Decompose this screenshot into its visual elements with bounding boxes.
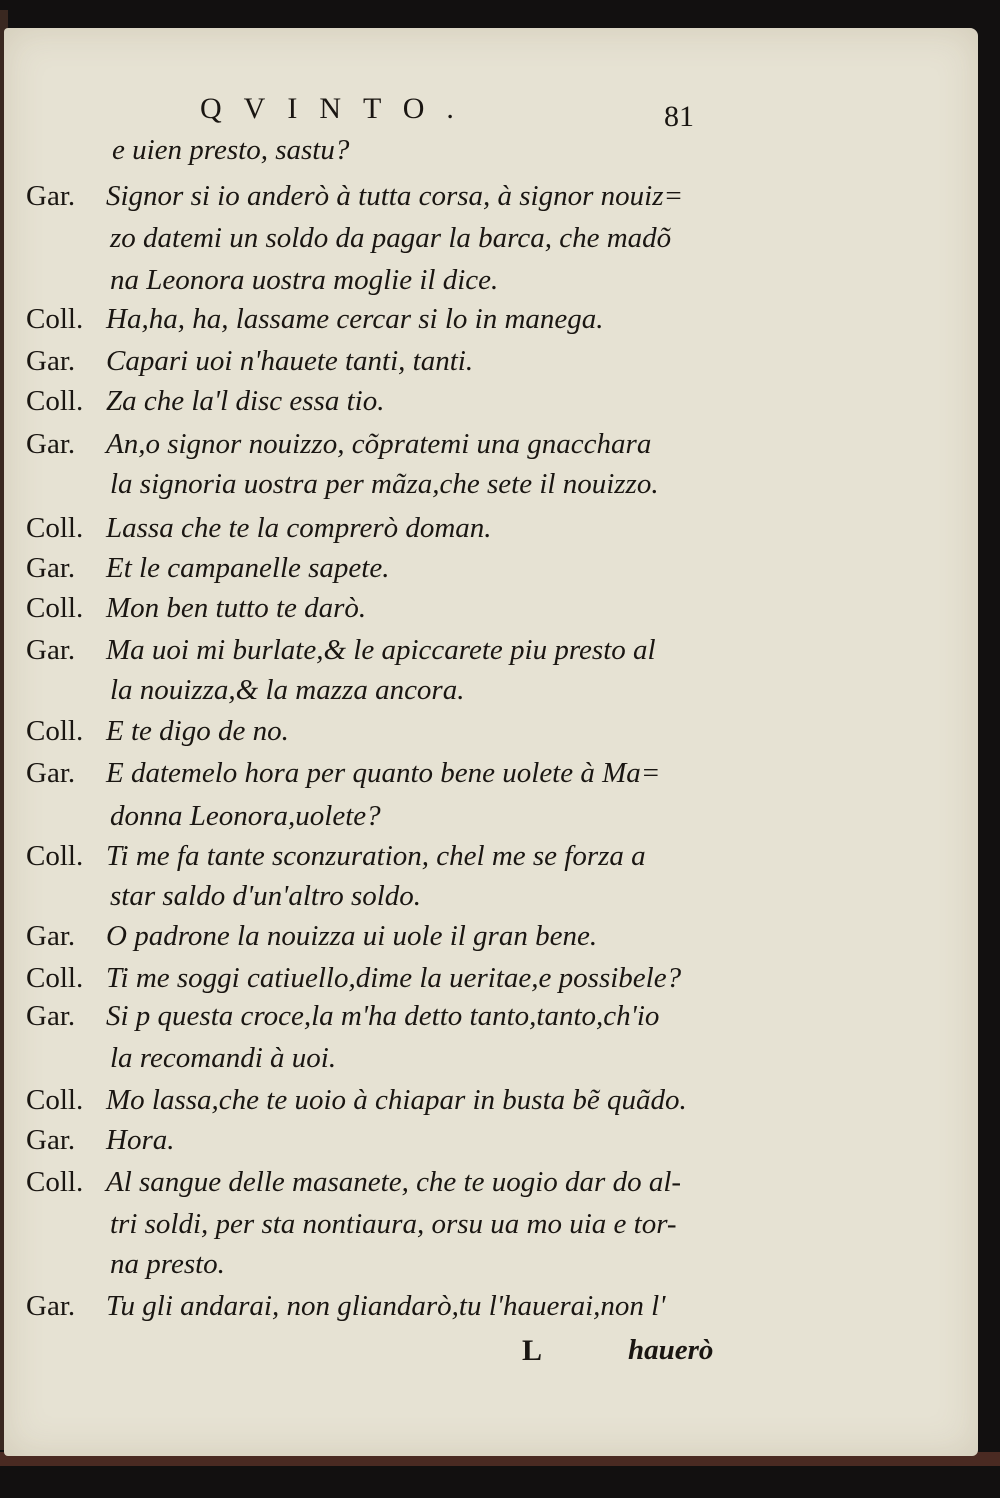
- speaker-label: Gar.: [26, 428, 76, 460]
- speaker-label: Coll.: [26, 592, 84, 624]
- speaker-label: Coll.: [26, 840, 84, 872]
- dialogue-line: la nouizza,& la mazza ancora.: [110, 674, 465, 706]
- dialogue-line: Mon ben tutto te darò.: [106, 592, 367, 624]
- speaker-label: Coll.: [26, 1166, 84, 1198]
- speaker-label: Gar.: [26, 345, 76, 377]
- speaker-label: Coll.: [26, 512, 84, 544]
- running-header: QVINTO.: [200, 92, 476, 125]
- dialogue-line: An,o signor nouizzo, cõpratemi una gnacchara: [106, 428, 652, 460]
- speaker-label: Gar.: [26, 920, 76, 952]
- dialogue-line: donna Leonora,uolete?: [110, 800, 381, 832]
- dialogue-line: Et le campanelle sapete.: [106, 552, 390, 584]
- catchword: hauerò: [628, 1334, 714, 1366]
- dialogue-line: tri soldi, per sta nontiaura, orsu ua mo uia e tor-: [110, 1208, 677, 1240]
- dialogue-line: Hora.: [106, 1124, 175, 1156]
- dialogue-line: Za che la'l disc essa tio.: [106, 385, 385, 417]
- dialogue-line: e uien presto, sastu?: [112, 134, 350, 166]
- dialogue-line: Lassa che te la comprerò doman.: [106, 512, 492, 544]
- dialogue-line: Ti me fa tante sconzuration, chel me se forza a: [106, 840, 646, 872]
- speaker-label: Gar.: [26, 552, 76, 584]
- dialogue-line: Ti me soggi catiuello,dime la ueritae,e possibele?: [106, 962, 682, 994]
- dialogue-line: Capari uoi n'hauete tanti, tanti.: [106, 345, 474, 377]
- speaker-label: Gar.: [26, 180, 76, 212]
- speaker-label: Coll.: [26, 962, 84, 994]
- signature-mark: L: [522, 1334, 543, 1367]
- dialogue-line: Signor si io anderò à tutta corsa, à signor nouiz=: [106, 180, 684, 212]
- speaker-label: Gar.: [26, 757, 76, 789]
- speaker-label: Gar.: [26, 634, 76, 666]
- speaker-label: Coll.: [26, 385, 84, 417]
- dialogue-line: Ha,ha, ha, lassame cercar si lo in manega.: [106, 303, 604, 335]
- speaker-label: Gar.: [26, 1124, 76, 1156]
- speaker-label: Gar.: [26, 1290, 76, 1322]
- dialogue-line: Tu gli andarai, non gliandarò,tu l'hauerai,non l': [106, 1290, 666, 1322]
- speaker-label: Gar.: [26, 1000, 76, 1032]
- dialogue-line: na presto.: [110, 1248, 225, 1280]
- dialogue-line: zo datemi un soldo da pagar la barca, che madõ: [110, 222, 672, 254]
- dialogue-line: Al sangue delle masanete, che te uogio dar do al-: [106, 1166, 682, 1198]
- dialogue-line: Mo lassa,che te uoio à chiapar in busta bẽ quãdo.: [106, 1084, 687, 1116]
- dialogue-line: Si p questa croce,la m'ha detto tanto,tanto,ch'io: [106, 1000, 660, 1032]
- dialogue-line: E datemelo hora per quanto bene uolete à Ma=: [106, 757, 661, 789]
- speaker-label: Coll.: [26, 303, 84, 335]
- dialogue-line: la recomandi à uoi.: [110, 1042, 337, 1074]
- dialogue-line: star saldo d'un'altro soldo.: [110, 880, 422, 912]
- dialogue-line: Ma uoi mi burlate,& le apiccarete piu presto al: [106, 634, 656, 666]
- page-number: 81: [664, 100, 694, 133]
- dialogue-line: la signoria uostra per mãza,che sete il nouizzo.: [110, 468, 659, 500]
- dialogue-line: E te digo de no.: [106, 715, 289, 747]
- speaker-label: Coll.: [26, 1084, 84, 1116]
- dialogue-line: O padrone la nouizza ui uole il gran bene.: [106, 920, 598, 952]
- dialogue-line: na Leonora uostra moglie il dice.: [110, 264, 499, 296]
- speaker-label: Coll.: [26, 715, 84, 747]
